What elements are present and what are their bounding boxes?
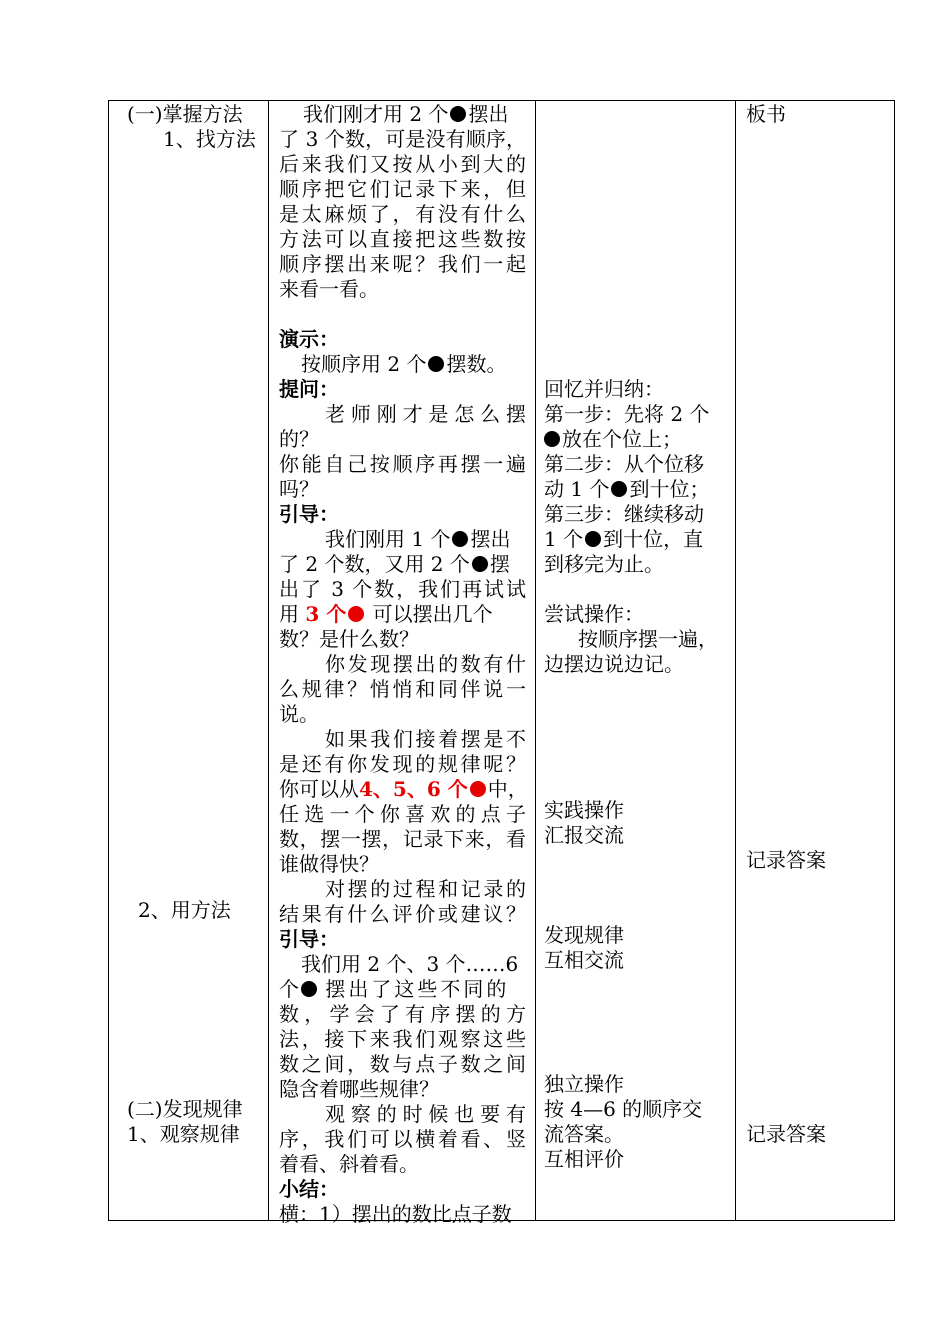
question-label: 提问：	[279, 377, 339, 401]
text-line: 你发现摆出的数有什	[325, 652, 526, 676]
highlight-text: 3 个	[305, 602, 347, 626]
text-line: 任选一个你喜欢的点子	[279, 802, 526, 826]
text-line: 你能自己按顺序再摆一遍	[279, 452, 526, 476]
text-line: 是还有你发现的规律呢？	[279, 752, 526, 776]
text-line: 老师刚才是怎么摆	[325, 402, 526, 426]
student-activity-column	[544, 101, 729, 1220]
text-line: 是太麻烦了，有没有什么	[279, 202, 526, 226]
column-divider	[735, 101, 736, 1220]
text-line: 顺序把它们记录下来，但	[279, 177, 526, 201]
lesson-plan-table	[108, 100, 895, 1226]
text-line: 独立操作	[544, 1072, 624, 1096]
section-title: (一)掌握方法	[127, 102, 243, 126]
text-line: 你可以从4、5、6 个 中，	[279, 777, 528, 801]
text-line: 第三步：继续移动	[544, 502, 704, 526]
text-line: 个 摆出了这些不同的	[279, 977, 510, 1001]
text-line: 了 3 个数，可是没有顺序，	[279, 127, 526, 151]
text-line: 流答案。	[544, 1122, 624, 1146]
text-line: 尝试操作：	[544, 602, 644, 626]
column-divider	[268, 101, 269, 1220]
text-line: 法，接下来我们观察这些	[279, 1027, 526, 1051]
text-line: 后来我们又按从小到大的	[279, 152, 526, 176]
text-line: 到移完为止。	[544, 552, 664, 576]
black-dot-icon	[611, 481, 627, 497]
column-divider	[535, 101, 536, 1220]
text-line: 我们刚才用 2 个 摆出	[303, 102, 509, 126]
text-line: 第二步：从个位移	[544, 452, 704, 476]
text-line: 方法可以直接把这些数按	[279, 227, 526, 251]
text-line: 谁做得快？	[279, 852, 379, 876]
text-line: 第一步：先将 2 个	[544, 402, 710, 426]
text-line: 如果我们接着摆是不	[325, 727, 526, 751]
black-dot-icon	[472, 556, 488, 572]
text-line: 用 3 个 可以摆出几个	[279, 602, 493, 626]
text-line: 汇报交流	[544, 823, 624, 847]
guide-label: 引导：	[279, 927, 339, 951]
text-line: 回忆并归纳：	[544, 377, 664, 401]
text-line: 序，我们可以横着看、竖	[279, 1127, 526, 1151]
board-label: 板书	[746, 102, 786, 126]
demo-label: 演示：	[279, 327, 339, 351]
text-line: 着看、斜着看。	[279, 1152, 419, 1176]
red-dot-icon	[348, 606, 364, 622]
text-line: 记录答案	[746, 1122, 826, 1146]
stage-column	[109, 101, 268, 1220]
text-line: 我们刚用 1 个 摆出	[325, 527, 511, 551]
text-line: 说。	[279, 702, 319, 726]
text-line: 么规律？悄悄和同伴说一	[279, 677, 526, 701]
black-dot-icon	[450, 106, 466, 122]
text-line: 实践操作	[544, 798, 624, 822]
text-line: 来看一看。	[279, 277, 379, 301]
text-line: 对摆的过程和记录的	[325, 877, 526, 901]
text-line: 边摆边说边记。	[544, 652, 684, 676]
text-line: 动 1 个 到十位；	[544, 477, 710, 501]
text-line: 数？是什么数？	[279, 627, 419, 651]
black-dot-icon	[452, 531, 468, 547]
text-line: 互相评价	[544, 1147, 624, 1171]
text-line: 按顺序摆一遍，	[578, 627, 718, 651]
text-line: 顺序摆出来呢？我们一起	[279, 252, 526, 276]
step-label: 1、观察规律	[127, 1122, 240, 1146]
text-line: 互相交流	[544, 948, 624, 972]
text-line: 结果有什么评价或建议？	[279, 902, 526, 926]
step-label: 1、找方法	[163, 127, 256, 151]
text-line: 横：1）摆出的数比点子数	[279, 1202, 512, 1226]
text-line: 的？	[279, 427, 319, 451]
text-line: 出了 3 个数，我们再试试	[279, 577, 526, 601]
text-line: 记录答案	[746, 848, 826, 872]
red-dot-icon	[470, 781, 486, 797]
board-column	[746, 101, 891, 1220]
text-line: 隐含着哪些规律？	[279, 1077, 439, 1101]
text-line: 发现规律	[544, 923, 624, 947]
text-line: 了 2 个数，又用 2 个 摆	[279, 552, 510, 576]
black-dot-icon	[301, 981, 317, 997]
text-line: 数，学会了有序摆的方	[279, 1002, 526, 1026]
text-line: 数，摆一摆，记录下来，看	[279, 827, 526, 851]
black-dot-icon	[428, 356, 444, 372]
text-line: 数之间，数与点子数之间	[279, 1052, 526, 1076]
text-line: 放在个位上；	[544, 427, 729, 452]
highlight-text: 4、5、6 个	[359, 777, 468, 801]
text-line: 按 4—6 的顺序交	[544, 1097, 703, 1121]
text-line: 我们用 2 个、3 个……6	[301, 952, 519, 976]
black-dot-icon	[544, 431, 560, 447]
section-title: (二)发现规律	[127, 1097, 243, 1121]
text-line: 按顺序用 2 个 摆数。	[301, 352, 507, 376]
teacher-activity-column	[279, 101, 528, 1226]
text-line: 1 个 到十位，直	[544, 527, 704, 551]
text-line: 吗？	[279, 477, 319, 501]
step-label: 2、用方法	[138, 898, 231, 922]
guide-label: 引导：	[279, 502, 339, 526]
summary-label: 小结：	[279, 1177, 339, 1201]
black-dot-icon	[585, 531, 601, 547]
text-line: 观察的时候也要有	[325, 1102, 526, 1126]
